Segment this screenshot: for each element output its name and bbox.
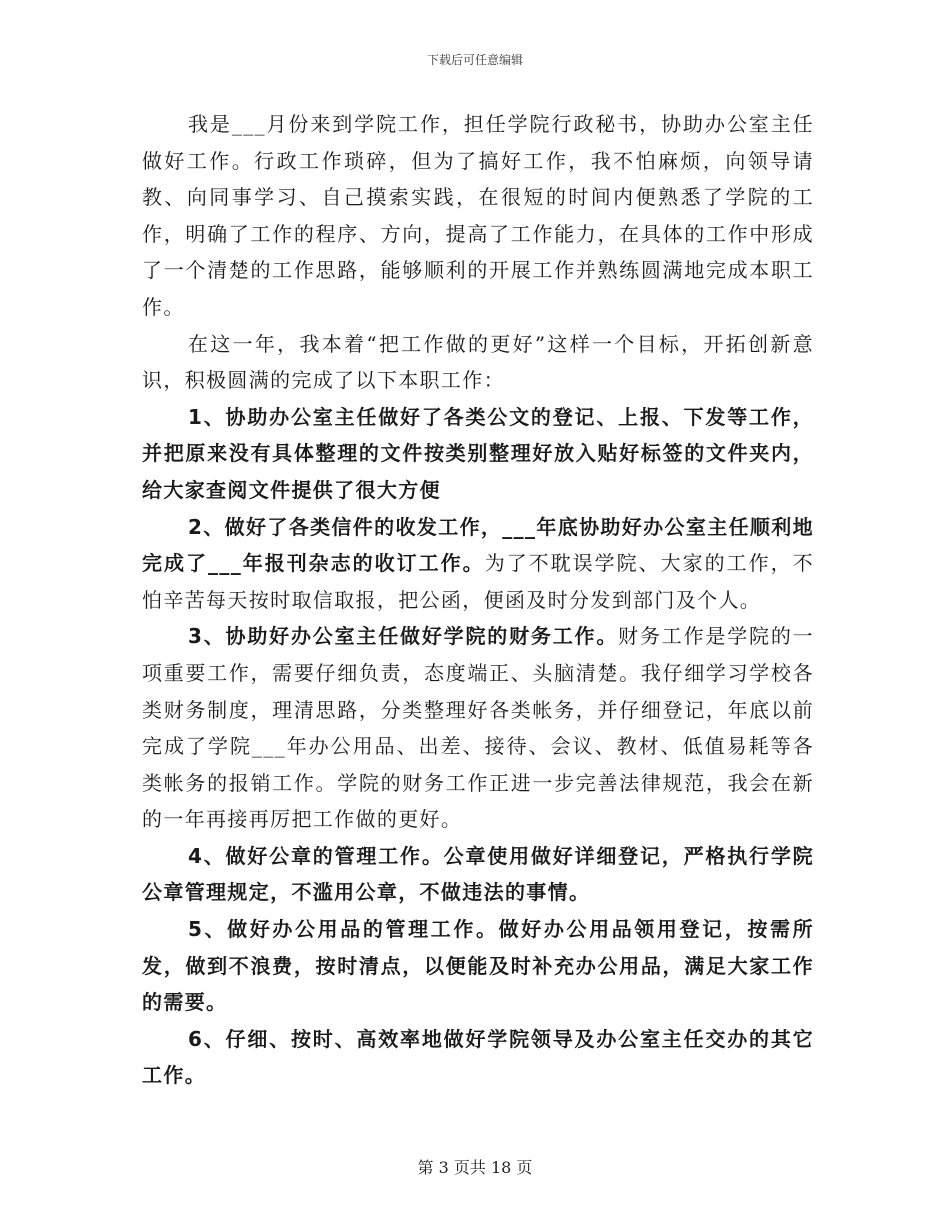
paragraph-intro: 我是___月份来到学院工作，担任学院行政秘书，协助办公室主任做好工作。行政工作琐碎，但为了搞好工作，我不怕麻烦，向领导请教、向同事学习、自己摸索实践，在很短的时间内便熟悉了学院的工作，明确了工作的程序、方向，提高了工作能力，在具体的工作中形成了一个清楚的工作思路，能够顺利的开展工作并熟练圆满地完成本职工作。 bbox=[142, 112, 814, 319]
item-1-bold-text: 1、协助办公室主任做好了各类公文的登记、上报、下发等工作，并把原来没有具体整理的文件按类别整理好放入贴好标签的文件夹内，给大家查阅文件提供了很大方便 bbox=[142, 404, 814, 502]
item-2-text: 为了不耽误学院、大家的工作，不怕辛苦每天按时取信取报，把公函，便函及时分发到部门及个人。 bbox=[142, 551, 815, 612]
paragraph-item-1 bbox=[142, 399, 814, 509]
paragraph-item-2 bbox=[142, 509, 814, 619]
paragraph-item-6 bbox=[142, 1021, 814, 1094]
page-header: 下载后可任意编辑 bbox=[426, 53, 523, 67]
paragraph-item-4 bbox=[142, 838, 814, 911]
page-footer: 第 3 页共 18 页 bbox=[417, 1158, 533, 1177]
item-4-bold-text: 4、做好公章的管理工作。公章使用做好详细登记，严格执行学院公章管理规定，不滥用公章，不做违法的事情。 bbox=[142, 843, 814, 905]
item-2-bold-text: 2、做好了各类信件的收发工作，___年底协助好办公室主任顺利地完成了___年报刊杂志的收订工作。 bbox=[142, 514, 814, 576]
item-6-bold-text: 6、仔细、按时、高效率地做好学院领导及办公室主任交办的其它工作。 bbox=[142, 1026, 814, 1088]
item-3-text: 财务工作是学院的一项重要工作，需要仔细负责，态度端正、头脑清楚。我仔细学习学校各类财务制度，理清思路，分类整理好各类帐务，并仔细登记，年底以前完成了学院___年办公用品、出差、接待、会议、教材、低值易耗等各类帐务的报销工作。学院的财务工作正进一步完善法律规范，我会在新的一年再接再厉把工作做的更好。 bbox=[142, 624, 814, 832]
document-body bbox=[142, 106, 814, 1094]
item-3-bold-text: 3、协助好办公室主任做好学院的财务工作。 bbox=[188, 624, 619, 649]
paragraph-goal: 在这一年，我本着“把工作做的更好”这样一个目标，开拓创新意识，积极圆满的完成了以下本职工作： bbox=[142, 331, 814, 393]
item-5-bold-text: 5、做好办公用品的管理工作。做好办公用品领用登记，按需所发，做到不浪费，按时清点，以便能及时补充办公用品，满足大家工作的需要。 bbox=[142, 917, 814, 1015]
paragraph-item-5 bbox=[142, 911, 814, 1021]
paragraph-item-3 bbox=[142, 618, 814, 838]
